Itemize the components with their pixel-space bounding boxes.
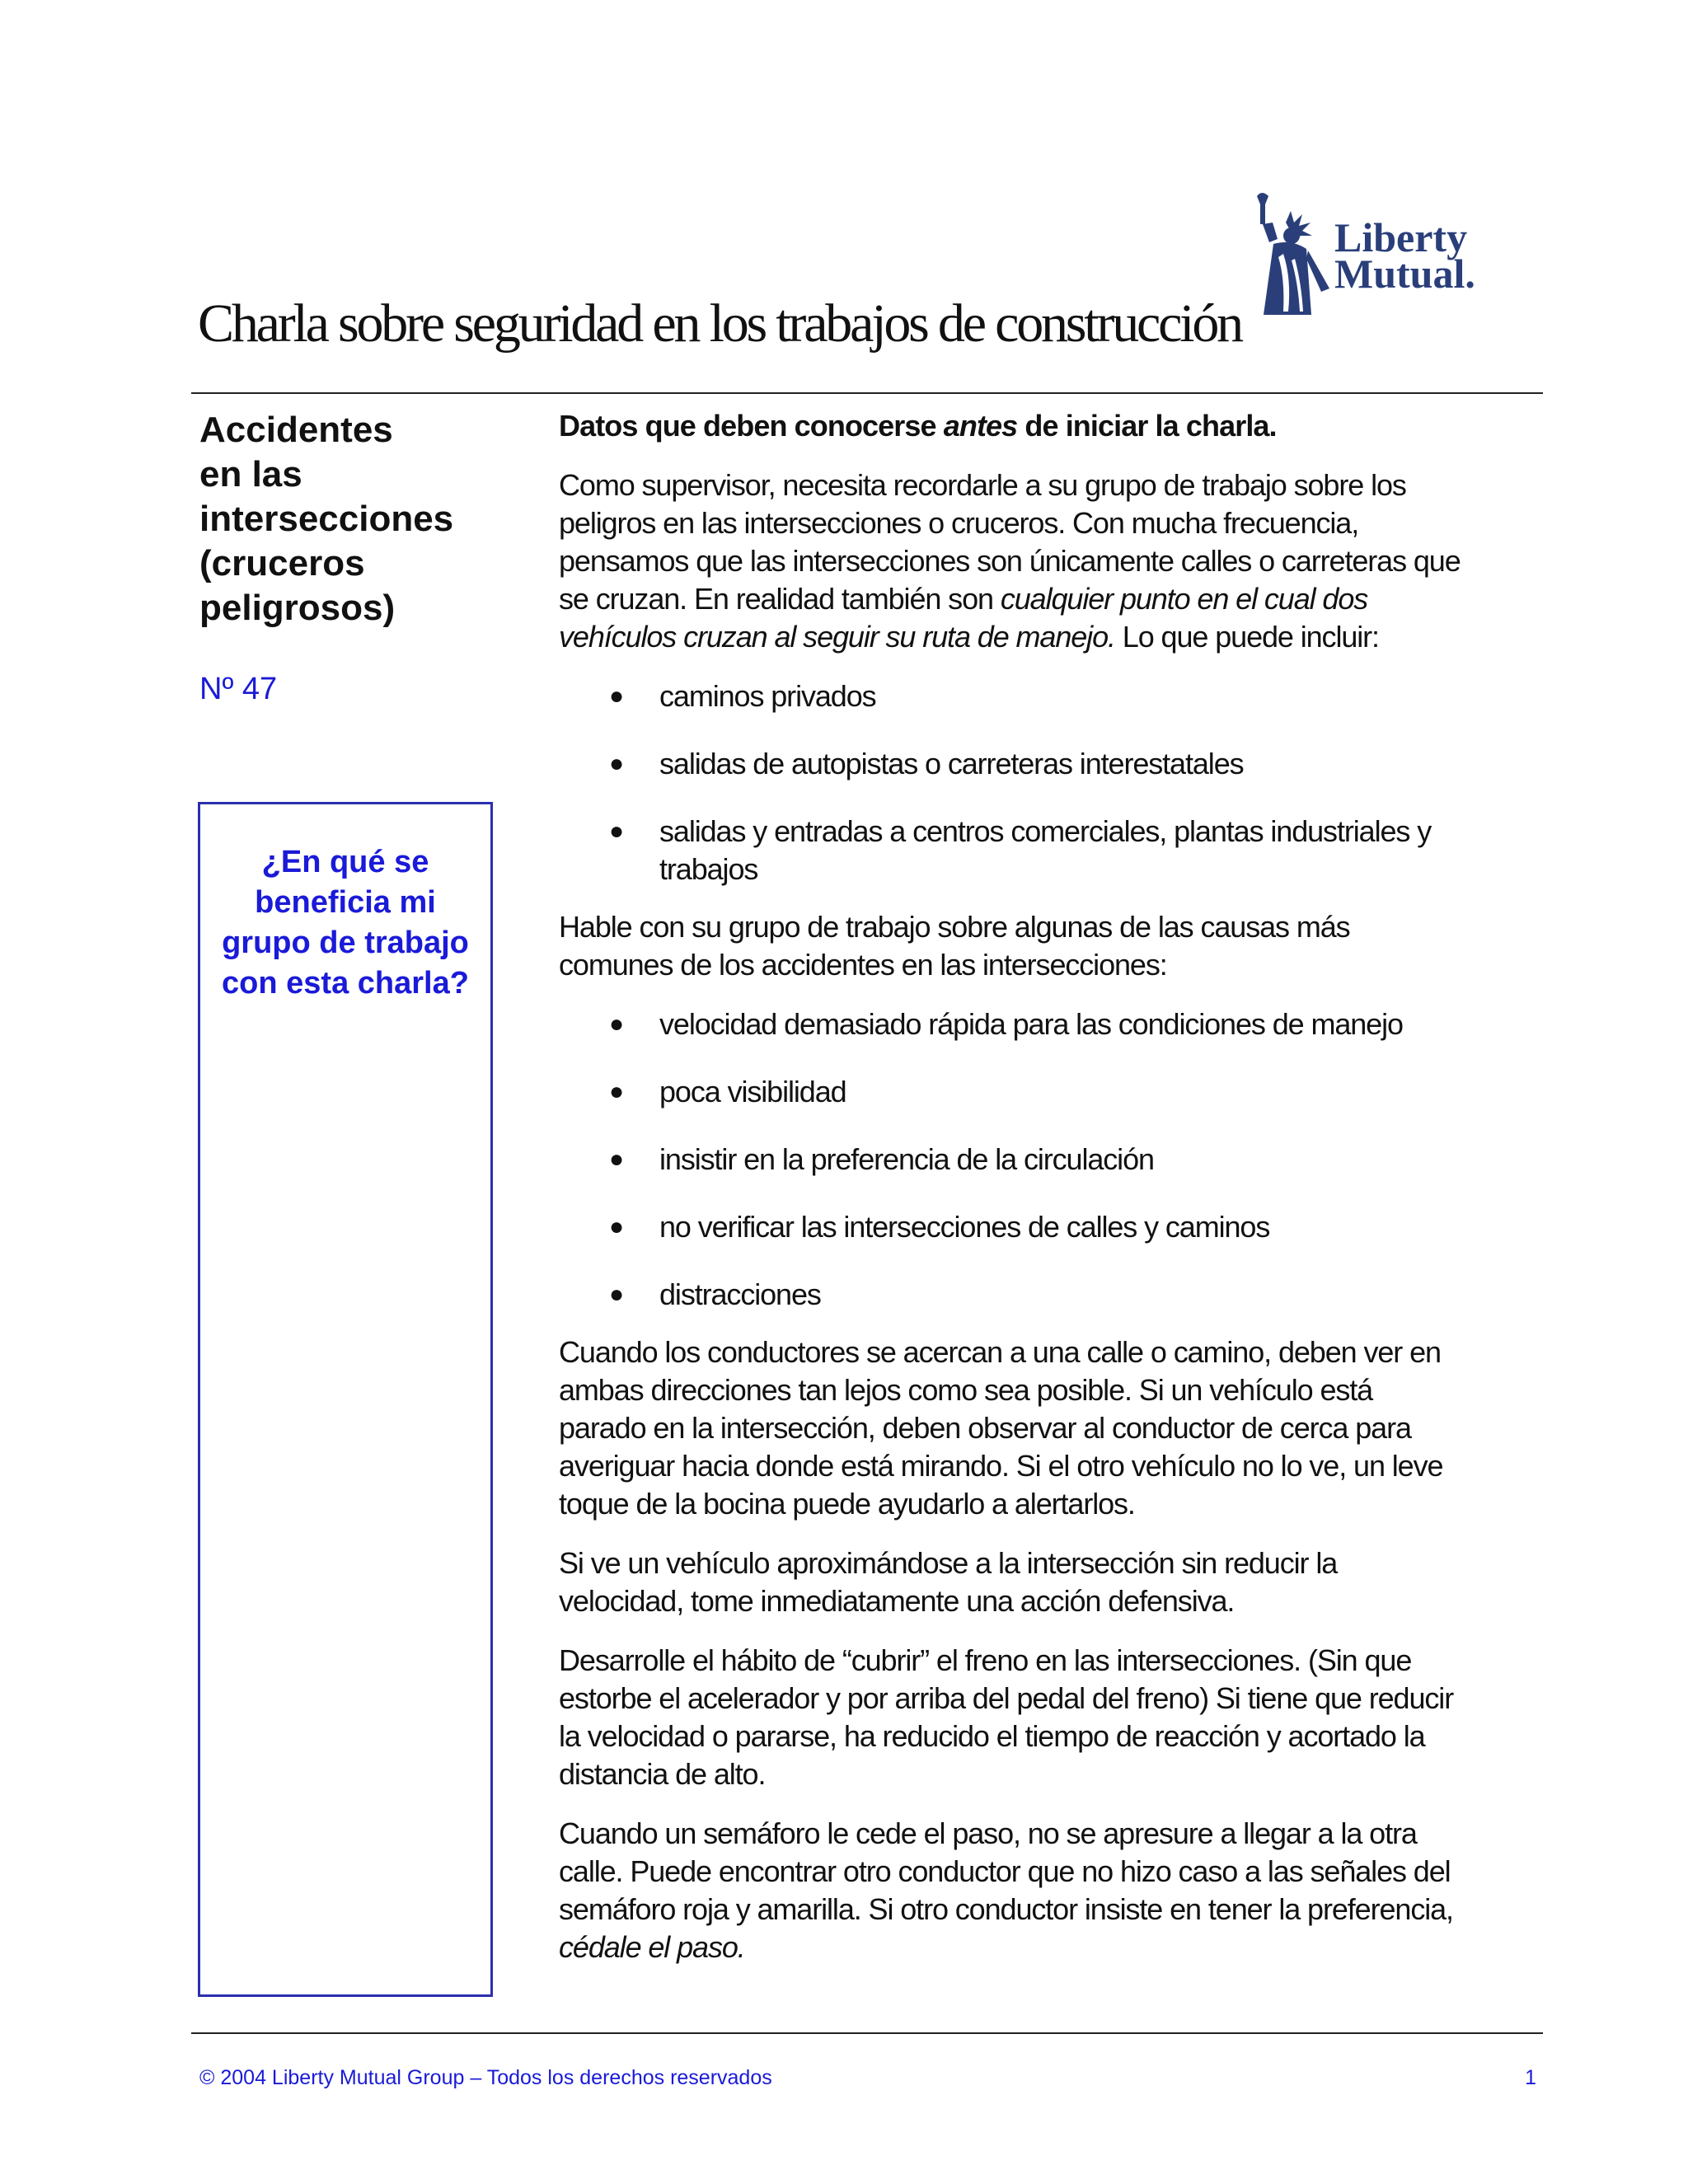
- lead-text-end: de iniciar la charla.: [1017, 409, 1277, 443]
- bullet-icon: ●: [609, 818, 624, 845]
- bullet-icon: ●: [609, 1010, 624, 1038]
- footer-divider: [191, 2032, 1543, 2034]
- intro-paragraph: [559, 466, 1548, 656]
- bullet-icon: ●: [609, 1146, 624, 1173]
- traffic-light-text: Cuando un semáforo le cede el paso, no se apresure a llegar a la otra calle. Puede encontrar otro conductor que no hizo caso a las señales del semáforo roja y amarilla. Si otro conductor insiste en tener la preferencia,: [559, 1816, 1453, 1926]
- list-item-text: poca visibilidad: [659, 1075, 846, 1108]
- intro-emphasis: cualquier punto en el cual dos vehículos cruzan al seguir su ruta de manejo.: [559, 582, 1368, 654]
- benefit-question: ¿En qué se beneficia mi grupo de trabajo con esta charla?: [222, 845, 469, 1001]
- list-item-text: velocidad demasiado rápida para las condiciones de manejo: [659, 1007, 1403, 1041]
- list-item-text: salidas de autopistas o carreteras interestatales: [659, 747, 1244, 780]
- defensive-action-paragraph: Si ve un vehículo aproximándose a la intersección sin reducir la velocidad, tome inmediatamente una acción defensiva.: [559, 1546, 1338, 1618]
- logo-wordmark-line1: Liberty: [1334, 214, 1468, 260]
- list-item-text: distracciones: [659, 1277, 821, 1311]
- accident-causes-list: [559, 1005, 1548, 1314]
- list-item: [559, 1208, 1548, 1246]
- intersection-types-list: [559, 677, 1548, 888]
- document-title: Charla sobre seguridad en los trabajos de construcción: [198, 293, 1241, 354]
- list-item: [559, 745, 1548, 783]
- traffic-light-emphasis: cédale el paso.: [559, 1930, 745, 1964]
- lead-heading: [559, 407, 1548, 445]
- list-item: [559, 1141, 1548, 1179]
- list-item: [559, 1073, 1548, 1111]
- bullet-icon: ●: [609, 1078, 624, 1105]
- statue-of-liberty-icon: [1240, 190, 1339, 321]
- cover-brake-paragraph: Desarrolle el hábito de “cubrir” el freno en las intersecciones. (Sin que estorbe el acelerador y por arriba del pedal del freno) Si tiene que reducir la velocidad o pararse, ha reducido el tiempo de reacción y acortado la distancia de alto.: [559, 1643, 1454, 1791]
- lead-emphasis: antes: [943, 409, 1018, 443]
- bullet-icon: ●: [609, 750, 624, 777]
- logo-wordmark: [1334, 214, 1475, 297]
- copyright-notice: © 2004 Liberty Mutual Group – Todos los derechos reservados: [199, 2066, 772, 2089]
- benefit-box: [198, 802, 493, 1997]
- bullet-icon: ●: [609, 1213, 624, 1240]
- intro-text-end: Lo que puede incluir:: [1114, 620, 1379, 654]
- page-number: 1: [1525, 2066, 1536, 2089]
- bullet-icon: ●: [609, 682, 624, 710]
- list-item: [559, 1276, 1548, 1314]
- talk-number: Nº 47: [199, 672, 278, 706]
- list-item: [559, 677, 1548, 715]
- lead-text-start: Datos que deben conocerse: [559, 409, 944, 443]
- list-item-text: caminos privados: [659, 679, 876, 713]
- causes-intro-paragraph: Hable con su grupo de trabajo sobre algunas de las causas más comunes de los accidentes en las intersecciones:: [559, 910, 1350, 982]
- traffic-light-paragraph: [559, 1815, 1548, 1966]
- main-content: [559, 407, 1548, 1988]
- page-footer: [199, 2066, 1536, 2090]
- list-item-text: no verificar las intersecciones de calles y caminos: [659, 1210, 1270, 1244]
- liberty-mutual-logo: [1240, 185, 1504, 326]
- list-item: [559, 813, 1548, 888]
- topic-title: Accidentes en las intersecciones (cruceros peligrosos): [199, 410, 454, 628]
- list-item: [559, 1005, 1548, 1043]
- list-item-text: insistir en la preferencia de la circulación: [659, 1142, 1154, 1176]
- list-item-text: salidas y entradas a centros comerciales, plantas industriales y trabajos: [659, 814, 1432, 886]
- header-divider: [191, 392, 1543, 394]
- intro-text-start: Como supervisor, necesita recordarle a su grupo de trabajo sobre los peligros en las intersecciones o cruceros. Con mucha frecuencia, pensamos que las intersecciones son únicamente calles o carreteras que se cruzan. En realidad también son: [559, 468, 1461, 616]
- bullet-icon: ●: [609, 1281, 624, 1308]
- approach-paragraph: Cuando los conductores se acercan a una calle o camino, deben ver en ambas direcciones tan lejos como sea posible. Si un vehículo está parado en la intersección, deben observar al conductor de cerca para averiguar hacia donde está mirando. Si el otro vehículo no lo ve, un leve toque de la bocina puede ayudarlo a alertarlos.: [559, 1335, 1443, 1521]
- logo-wordmark-line2: Mutual.: [1334, 251, 1475, 297]
